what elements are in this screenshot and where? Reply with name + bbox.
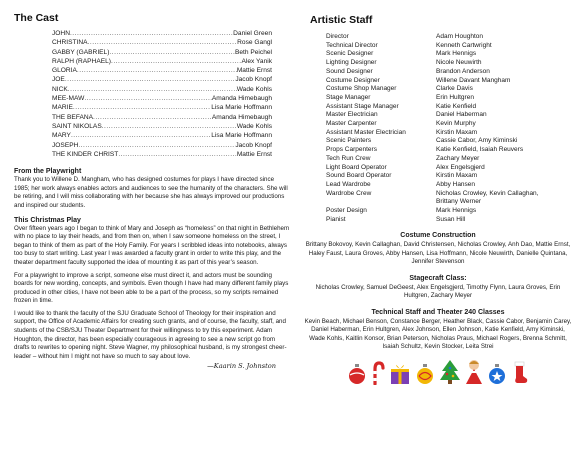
cast-row [52, 141, 272, 150]
cast-row [52, 131, 272, 140]
staff-member-name: Alex Engelsgjerd [436, 163, 485, 171]
staff-row [326, 181, 576, 190]
cast-row [52, 103, 272, 112]
candy-cane-icon [371, 361, 385, 385]
staff-row [326, 216, 576, 225]
technical-staff-section [300, 309, 576, 352]
staff-job-title: Costume Shop Manager [326, 85, 397, 93]
stagecraft-section [300, 275, 576, 301]
staff-member-name: Willene Davant Mangham [436, 76, 511, 84]
ornament-ball-icon [347, 363, 367, 385]
costume-construction-names: Brittany Bokovoy, Kevin Callaghan, David Christensen, Nicholas Crowley, Anh Dao, Mattie Ernst, Haley Faust, Laura Groves, Abby Hansen, Lisa Hoffmann, Nicole Neuwirth, Danielle Quintana, Jennifer Stevenson [305, 241, 571, 266]
cast-actor: Mattie Ernst [236, 67, 272, 75]
cast-actor: Lisa Marie Hoffmann [211, 132, 272, 140]
staff-member-name: Clarke Davis [436, 85, 473, 93]
staff-job-title: Props Carpenters [326, 146, 377, 154]
staff-member-name: Kirstin Maxam [436, 128, 478, 136]
staff-member-name: Mark Hennigs [436, 50, 477, 58]
staff-row [326, 77, 576, 86]
staff-job-title: Costume Designer [326, 76, 380, 84]
playwright-heading: From the Playwright [14, 168, 82, 176]
cast-leader-dots [65, 75, 236, 84]
cast-actor: Jacob Knopf [235, 76, 272, 84]
cast-leader-dots [68, 85, 237, 94]
cast-leader-dots [70, 29, 233, 38]
cast-row [52, 48, 272, 57]
staff-job-title: Tech Run Crew [326, 154, 371, 162]
staff-job-title [326, 198, 436, 207]
staff-row [326, 155, 576, 164]
cast-role: GLORIA [52, 67, 77, 75]
staff-job-title: Assistant Stage Manager [326, 102, 399, 110]
cast-actor: Wade Kohls [236, 85, 272, 93]
cast-leader-dots [111, 57, 241, 66]
staff-job-title: Scenic Painters [326, 137, 372, 145]
staff-job-title: Master Electrician [326, 111, 378, 119]
staff-row [326, 103, 576, 112]
christmas-play-paragraph-3: I would like to thank the faculty of the SJU Graduate School of Theology for their inspiration and support, the Office of Academic Affairs for creating such grants, and of course, the faculty, staff, and students of the CSB/SJU Theater Department for their willingness to try this experiment. Adam Houghton, the director, has been especially courageous in agreeing to see a new script go from drafts to rewrites to opening night. Steve Wagner, my philosophical husband, is my strongest cheer-leader – without him I might not have so much to say about love. [14, 309, 287, 360]
staff-row [326, 42, 576, 51]
cast-actor: Rose Gangl [237, 39, 272, 47]
staff-row [326, 33, 576, 42]
cast-row [52, 66, 272, 75]
staff-member-name: Kirstin Maxam [436, 172, 478, 180]
staff-member-name: Mark Hennigs [436, 207, 477, 215]
cast-actor: Jacob Knopf [235, 141, 272, 149]
playwright-signature: —Kaarin S. Johnston [207, 362, 276, 371]
staff-row [326, 59, 576, 68]
technical-staff-names: Kevin Beach, Michael Benson, Constance Berger, Heather Black, Cassie Cabor, Benjamin Carey, Daniel Haberman, Erin Hultgren, Alex Johnson, Ellen Johnson, Katie Kenfield, Amy Kiminski, Wade Kohls, Kaitlin Konsor, Brian Peterson, Nicholas Praus, Michael Rogers, Brenna Schmitt, Isaiah Schultz, Kevin Stocker, Leita Strei [304, 317, 572, 351]
technical-staff-heading: Technical Staff and Theater 240 Classes [371, 308, 505, 316]
staff-member-name: Brandon Anderson [436, 67, 490, 75]
cast-row [52, 38, 272, 47]
cast-role: MEE-MAW [52, 95, 85, 103]
cast-role: NICK [52, 85, 68, 93]
artistic-staff-title: Artistic Staff [310, 14, 373, 26]
staff-member-name: Brittany Werner [436, 198, 482, 206]
staff-row [326, 68, 576, 77]
ornament-row [300, 357, 576, 385]
staff-row [326, 111, 576, 120]
christmas-play-paragraph-2: For a playwright to improve a script, someone else must direct it, and actors must be sounding boards for new wording, concepts, and symbols. Even though I have had many different family plays produced in other cities, I have not been able to be a part of the process, so my scripts remained frozen in time. [14, 271, 289, 305]
cast-actor: Amanda Himebaugh [211, 95, 272, 103]
staff-row [326, 190, 576, 199]
cast-role: MARY [52, 132, 71, 140]
program-right-page [300, 10, 576, 446]
playwright-text: Thank you to Willene D. Mangham, who has designed costumes for plays I have directed since 1985; her work always enables actors and audiences to see the humanity of the characters. She will be retiring, and I will miss collaborating with her because she has always improved our productions and inspired our students. [14, 176, 288, 209]
staff-member-name: Erin Hultgren [436, 93, 474, 101]
cast-row [52, 94, 272, 103]
staff-row [326, 146, 576, 155]
cast-leader-dots [88, 38, 238, 47]
staff-member-name: Susan Hill [436, 215, 466, 223]
staff-member-name: Cassie Cabor, Amy Kiminski [436, 137, 518, 145]
costume-construction-heading: Costume Construction [400, 232, 476, 240]
cast-role: THE KINDER CHRIST [52, 150, 119, 158]
staff-row [326, 129, 576, 138]
cast-leader-dots [102, 122, 237, 131]
staff-row [326, 94, 576, 103]
staff-job-title: Lead Wardrobe [326, 180, 371, 188]
staff-member-name: Zachary Meyer [436, 154, 480, 162]
stagecraft-names: Nicholas Crowley, Samuel DeGeest, Alex Engelsgjerd, Timothy Flynn, Laura Groves, Erin Hultgren, Zachary Meyer [315, 283, 561, 300]
cast-row [52, 75, 272, 84]
cast-list [52, 29, 272, 159]
staff-job-title: Wardrobe Crew [326, 189, 372, 197]
staff-row [326, 120, 576, 129]
staff-job-title: Technical Director [326, 41, 378, 49]
cast-leader-dots [71, 131, 211, 140]
staff-job-title: Light Board Operator [326, 163, 387, 171]
staff-job-title: Sound Board Operator [326, 172, 392, 180]
cast-row [52, 150, 272, 159]
cast-leader-dots [84, 94, 212, 103]
cast-leader-dots [78, 141, 235, 150]
staff-member-name: Daniel Haberman [436, 111, 487, 119]
staff-row [326, 85, 576, 94]
staff-member-name: Nicole Neuwirth [436, 59, 482, 67]
staff-job-title: Assistant Master Electrician [326, 128, 406, 136]
staff-job-title: Stage Manager [326, 93, 371, 101]
costume-construction-section [300, 232, 576, 267]
staff-member-name: Adam Houghton [436, 33, 483, 40]
cast-row [52, 29, 272, 38]
cast-row [52, 113, 272, 122]
staff-row [326, 164, 576, 173]
staff-member-name: Kenneth Cartwright [436, 41, 492, 49]
staff-member-name: Abby Hansen [436, 180, 476, 188]
staff-job-title: Director [326, 33, 349, 40]
program-left-page [14, 10, 290, 446]
cast-actor: Daniel Green [233, 30, 272, 37]
staff-member-name: Katie Kenfield, Isaiah Reuvers [436, 146, 524, 154]
christmas-tree-icon [439, 359, 461, 385]
staff-job-title: Scenic Designer [326, 50, 374, 58]
staff-job-title: Poster Design [326, 207, 367, 215]
staff-row [326, 50, 576, 59]
gift-box-icon [389, 361, 411, 385]
stagecraft-heading: Stagecraft Class: [409, 274, 467, 282]
staff-row [326, 137, 576, 146]
cast-role: JOHN [52, 30, 70, 37]
cast-row [52, 122, 272, 131]
cast-role: JOSEPH [52, 141, 79, 149]
staff-member-name: Katie Kenfield [436, 102, 477, 110]
cast-row [52, 57, 272, 66]
christmas-play-heading: This Christmas Play [14, 216, 81, 224]
cast-leader-dots [77, 66, 237, 75]
cast-actor: Wade Kohls [236, 122, 272, 130]
cast-title: The Cast [14, 12, 59, 24]
staff-row [326, 172, 576, 181]
staff-row [326, 198, 576, 207]
staff-job-title: Pianist [326, 215, 346, 223]
cast-leader-dots [109, 48, 235, 57]
cast-actor: Alex Yanik [241, 57, 272, 65]
staff-member-name: Nicholas Crowley, Kevin Callaghan, [436, 189, 539, 197]
ornament-swirl-icon [415, 363, 435, 385]
stocking-icon [511, 361, 529, 385]
cast-role: SAINT NIKOLAS [52, 122, 102, 130]
doll-icon [465, 359, 483, 385]
cast-actor: Amanda Himebaugh [211, 113, 272, 121]
cast-row [52, 85, 272, 94]
cast-role: JOE [52, 76, 65, 84]
cast-role: GABBY (GABRIEL) [52, 48, 110, 56]
cast-leader-dots [73, 103, 211, 112]
cast-leader-dots [93, 113, 212, 122]
cast-role: CHRISTINA [52, 39, 88, 47]
staff-job-title: Master Carpenter [326, 120, 377, 128]
cast-role: THE BEFANA [52, 113, 94, 121]
artistic-staff-list [326, 33, 576, 224]
christmas-play-paragraph-1: Over fifteen years ago I began to think of Mary and Joseph as “homeless” on that night in Bethlehem with no place to lay their heads, and from then on, when I saw someone homeless on the street, I began to think of them as part of the Holy Family. For years I scribbled ideas into notebooks, always too busy to start writing. Last year I was awarded a faculty grant in order to write this play, and the theater department faculty supported the idea of mounting it as part of this year’s season. [14, 224, 290, 266]
cast-actor: Lisa Marie Hoffmann [211, 104, 272, 112]
cast-leader-dots [118, 150, 237, 159]
cast-actor: Mattie Ernst [236, 150, 272, 158]
staff-row [326, 207, 576, 216]
staff-member-name: Kevin Murphy [436, 120, 476, 128]
cast-role: MARIE [52, 104, 73, 112]
cast-actor: Beth Peichel [234, 48, 272, 56]
ornament-star-ball-icon [487, 363, 507, 385]
staff-job-title: Lighting Designer [326, 59, 377, 67]
staff-job-title: Sound Designer [326, 67, 373, 75]
cast-role: RALPH (RAPHAEL) [52, 57, 111, 65]
